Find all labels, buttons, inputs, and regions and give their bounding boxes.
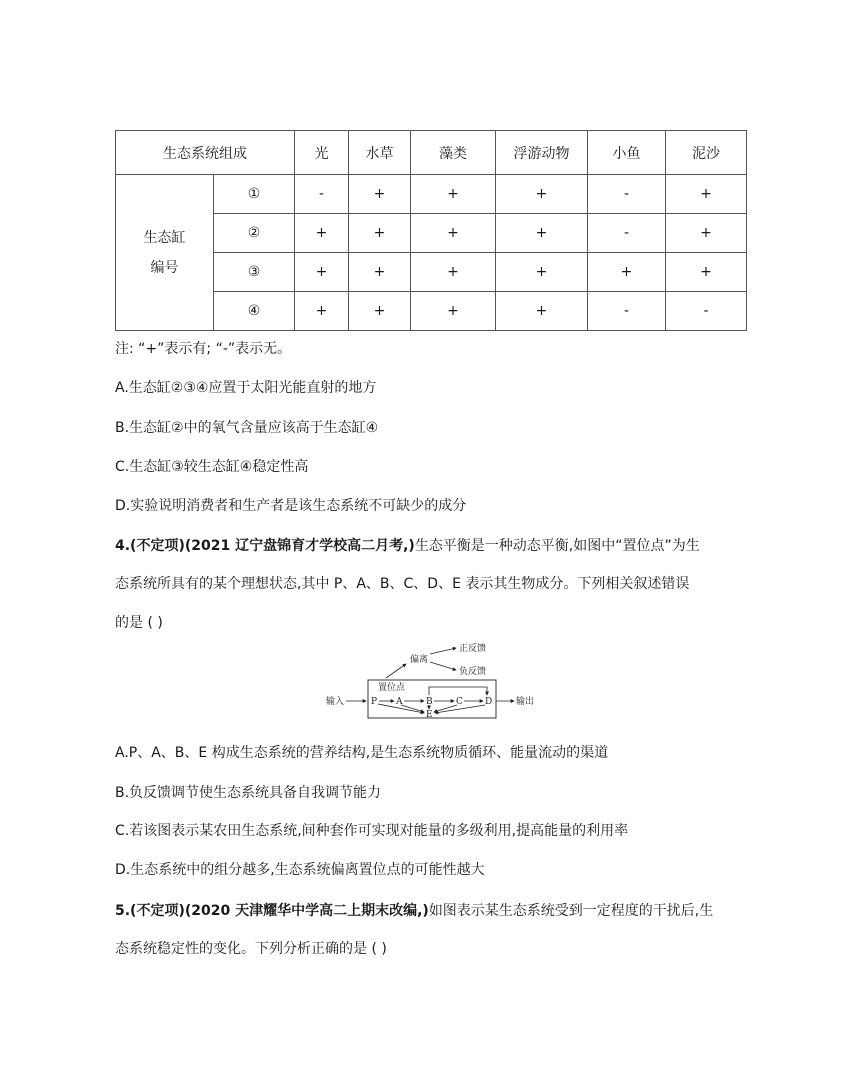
table-cell: + xyxy=(349,292,411,331)
setpoint-label: 置位点 xyxy=(378,683,406,693)
table-cell: + xyxy=(411,175,496,214)
table-cell: - xyxy=(666,292,747,331)
row-id: ① xyxy=(214,175,295,214)
table-row xyxy=(116,175,747,214)
option-a: A.生态缸②③④应置于太阳光能直射的地方 xyxy=(115,380,377,396)
question-5-text: 如图表示某生态系统受到一定程度的干扰后,生 xyxy=(428,903,714,919)
question-4-line3: 的是 ( ) xyxy=(115,615,163,631)
table-cell: + xyxy=(411,253,496,292)
row-group-label-line1: 生态缸 xyxy=(143,229,186,246)
deviation-label: 偏离 xyxy=(410,655,429,665)
header-col: 泥沙 xyxy=(666,131,747,175)
input-label: 输入 xyxy=(326,697,345,707)
header-col: 藻类 xyxy=(411,131,496,175)
table-header-row xyxy=(116,131,747,175)
row-id: ③ xyxy=(214,253,295,292)
table-cell: + xyxy=(496,175,588,214)
question-5-tag: 5.(不定项)(2020 天津耀华中学高二上期末改编,) xyxy=(115,903,429,919)
question-4-text: 生态平衡是一种动态平衡,如图中“置位点”为生 xyxy=(414,538,700,554)
ecosystem-table xyxy=(115,130,747,331)
output-label: 输出 xyxy=(516,697,535,707)
node-b: B xyxy=(426,697,433,707)
row-group-label-line2: 编号 xyxy=(150,259,179,276)
node-p: P xyxy=(371,697,378,707)
table-cell: + xyxy=(411,292,496,331)
row-id: ④ xyxy=(214,292,295,331)
table-cell: + xyxy=(295,292,349,331)
arrow-to-deviation xyxy=(386,664,406,678)
negative-feedback-label: 负反馈 xyxy=(459,667,487,677)
q4-option-c: C.若该图表示某农田生态系统,间种套作可实现对能量的多级利用,提高能量的利用率 xyxy=(115,823,629,839)
option-c: C.生态缸③较生态缸④稳定性高 xyxy=(115,459,309,475)
table-cell: + xyxy=(666,175,747,214)
header-col: 浮游动物 xyxy=(496,131,588,175)
q4-option-a: A.P、A、B、E 构成生态系统的营养结构,是生态系统物质循环、能量流动的渠道 xyxy=(115,745,609,761)
table-cell: - xyxy=(295,175,349,214)
table-cell: + xyxy=(496,292,588,331)
header-col: 水草 xyxy=(349,131,411,175)
q4-option-d: D.生态系统中的组分越多,生态系统偏离置位点的可能性越大 xyxy=(115,862,485,878)
table-cell: + xyxy=(411,214,496,253)
positive-feedback-label: 正反馈 xyxy=(459,644,487,654)
feedback-diagram xyxy=(324,640,544,722)
table-cell: - xyxy=(588,214,666,253)
table-note: 注: “+”表示有; “-”表示无。 xyxy=(115,341,292,357)
question-4-line1 xyxy=(115,535,700,555)
table-cell: + xyxy=(588,253,666,292)
table-cell: + xyxy=(666,214,747,253)
question-5-line1 xyxy=(115,900,713,920)
header-group-label: 生态系统组成 xyxy=(116,131,295,175)
table-cell: + xyxy=(349,253,411,292)
table-cell: + xyxy=(496,214,588,253)
node-d: D xyxy=(485,697,493,707)
table-cell: + xyxy=(295,253,349,292)
table-cell: + xyxy=(496,253,588,292)
node-c: C xyxy=(456,697,463,707)
row-id: ② xyxy=(214,214,295,253)
q4-option-b: B.负反馈调节使生态系统具备自我调节能力 xyxy=(115,785,382,801)
table-cell: + xyxy=(349,214,411,253)
table-cell: + xyxy=(666,253,747,292)
table-cell: - xyxy=(588,292,666,331)
option-b: B.生态缸②中的氧气含量应该高于生态缸④ xyxy=(115,420,379,436)
question-4-tag: 4.(不定项)(2021 辽宁盘锦育才学校高二月考,) xyxy=(115,538,415,554)
node-e: E xyxy=(426,710,433,720)
option-d: D.实验说明消费者和生产者是该生态系统不可缺少的成分 xyxy=(115,498,467,514)
diagram-deviation-branch xyxy=(386,642,486,678)
table-cell: - xyxy=(588,175,666,214)
arrow-to-negative xyxy=(430,662,456,670)
question-5-line2: 态系统稳定性的变化。下列分析正确的是 ( ) xyxy=(115,941,387,957)
table-cell: + xyxy=(295,214,349,253)
question-4-line2: 态系统所具有的某个理想状态,其中 P、A、B、C、D、E 表示其生物成分。下列相关叙述错误 xyxy=(115,576,690,592)
header-col: 小鱼 xyxy=(588,131,666,175)
table-cell: + xyxy=(349,175,411,214)
row-group-label xyxy=(116,175,214,331)
node-a: A xyxy=(396,697,403,707)
header-col: 光 xyxy=(295,131,349,175)
arrow-to-positive xyxy=(430,648,456,654)
